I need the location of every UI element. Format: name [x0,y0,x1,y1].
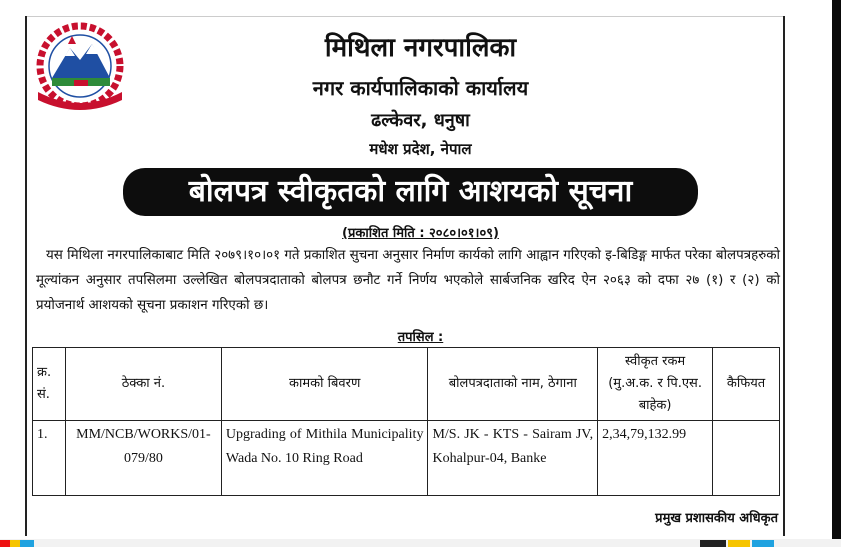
table-header-row [33,348,780,421]
header-contract-no: ठेक्का नं. [65,348,221,421]
notice-title: बोलपत्र स्वीकृतको लागि आशयको सूचना [123,168,698,216]
signature-title: प्रमुख प्रशासकीय अधिकृत [655,511,778,526]
edge-mark [752,540,774,547]
bid-table [32,347,780,496]
cell-work-desc: Upgrading of Mithila Municipality Wada No. 10 Ring Road [221,421,428,496]
notice-body: यस मिथिला नगरपालिकाबाट मिति २०७९।१०।०१ गते प्रकाशित सुचना अनुसार निर्माण कार्यको लागि आह्वान गरिएको इ-बिडिङ्ग मार्फत परेका बोलपत्रहरुको मूल्यांकन अनुसार तपसिलमा उल्लेखित बोलपत्रदाताको बोलपत्र छनौट गर्ने निर्णय भएकोले सार्बजनिक खरिद ऐन २०६३ को दफा २७ (१) र (२) को प्रयोजनार्थ आशयको सूचना प्रकाशन गरिएको छ। [36,248,780,313]
published-date: (प्रकाशित मिति : २०८०।०१।०९) [342,226,499,241]
office-name: नगर कार्यपालिकाको कार्यालय [312,76,529,100]
header-remarks: कैफियत [713,348,780,421]
cell-bidder: M/S. JK - KTS - Sairam JV, Kohalpur-04, Banke [428,421,598,496]
edge-mark [10,540,20,547]
cell-remarks [713,421,780,496]
header-sn: क्र. सं. [33,348,66,421]
edge-mark [700,540,726,547]
table-row [33,421,780,496]
page-border-top [25,16,785,17]
cell-sn: 1. [33,421,66,496]
header-work-desc: कामको बिवरण [221,348,428,421]
edge-mark [728,540,750,547]
header-bidder: बोलपत्रदाताको नाम, ठेगाना [428,348,598,421]
cell-contract-no: MM/NCB/WORKS/01-079/80 [65,421,221,496]
cell-amount: 2,34,79,132.99 [598,421,713,496]
province-name: मधेश प्रदेश, नेपाल [369,140,472,158]
office-location: ढल्केवर, धनुषा [371,110,470,131]
edge-mark [0,540,10,547]
edge-mark [20,540,34,547]
schedule-heading: तपसिल : [397,330,444,345]
municipality-name: मिथिला नगरपालिका [324,33,517,63]
header-amount: स्वीकृत रकम (मु.अ.क. र पि.एस. बाहेक) [598,348,713,421]
